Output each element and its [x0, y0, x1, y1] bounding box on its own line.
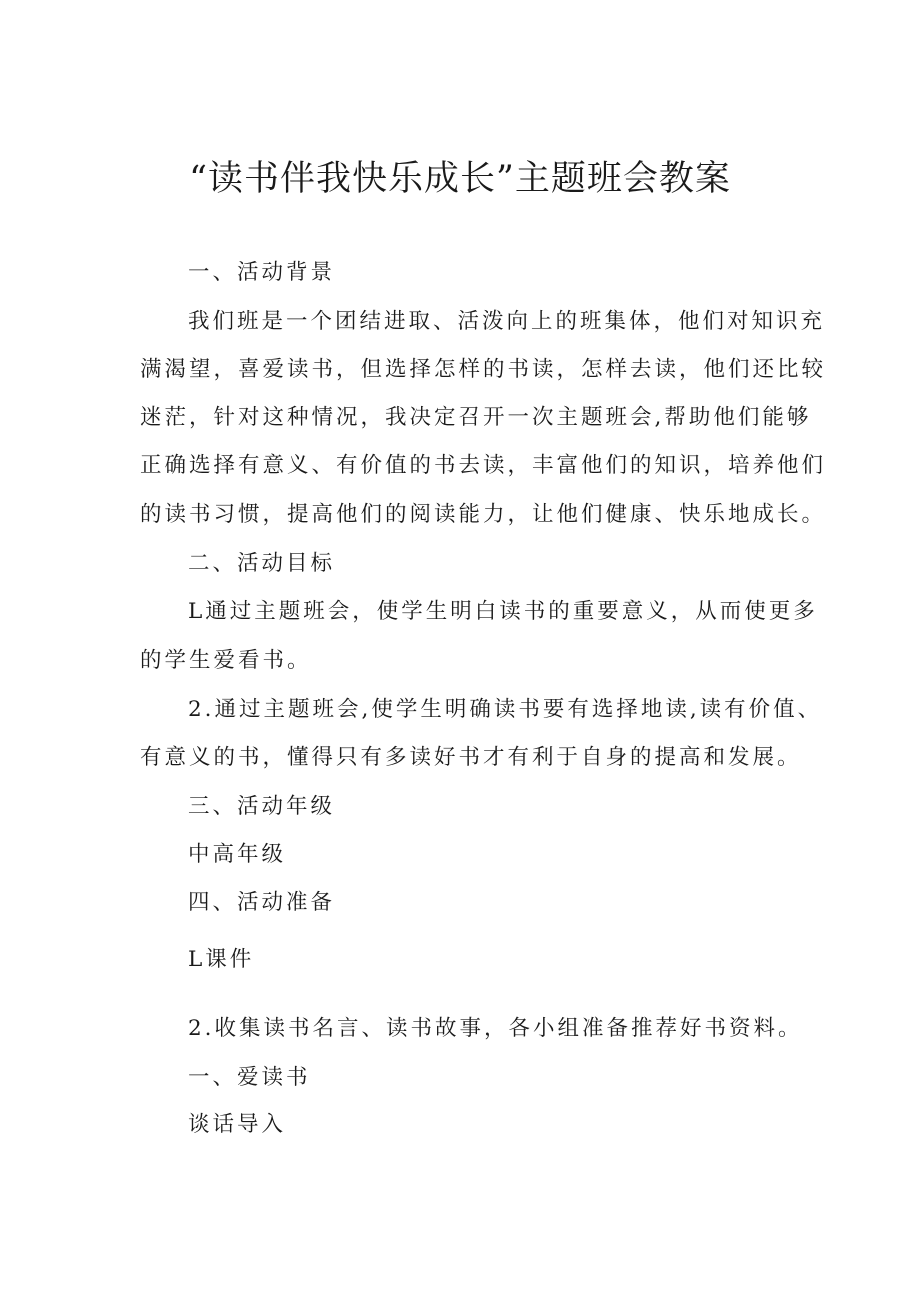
- paragraph-line: 满渴望，喜爱读书，但选择怎样的书读，怎样去读，他们还比较: [140, 357, 827, 382]
- paragraph-line: 中高年级: [188, 842, 287, 867]
- document-title: “读书伴我快乐成长”主题班会教案: [189, 159, 731, 199]
- section-heading-goals: 二、活动目标: [188, 551, 336, 576]
- paragraph-line: 正确选择有意义、有价值的书去读，丰富他们的知识，培养他们: [140, 453, 827, 478]
- paragraph-line: 2.通过主题班会,使学生明确读书要有选择地读,读有价值、: [188, 697, 823, 722]
- paragraph-line: 的读书习惯，提高他们的阅读能力，让他们健康、快乐地成长。: [140, 502, 827, 527]
- paragraph-line: 2.收集读书名言、读书故事，各小组准备推荐好书资料。: [188, 1016, 803, 1041]
- section-heading-love-reading: 一、爱读书: [188, 1065, 311, 1090]
- paragraph-line: L课件: [188, 947, 255, 972]
- paragraph-line: 迷茫，针对这种情况，我决定召开一次主题班会,帮助他们能够: [140, 405, 812, 430]
- paragraph-line: L通过主题班会，使学生明白读书的重要意义，从而使更多: [188, 599, 818, 624]
- section-heading-preparation: 四、活动准备: [188, 890, 336, 915]
- section-heading-background: 一、活动背景: [188, 260, 336, 285]
- section-heading-grade: 三、活动年级: [188, 794, 336, 819]
- paragraph-line: 我们班是一个团结进取、活泼向上的班集体，他们对知识充: [188, 309, 826, 334]
- paragraph-line: 有意义的书，懂得只有多读好书才有利于自身的提高和发展。: [140, 745, 802, 770]
- paragraph-line: 谈话导入: [188, 1112, 287, 1137]
- paragraph-line: 的学生爱看书。: [140, 648, 312, 673]
